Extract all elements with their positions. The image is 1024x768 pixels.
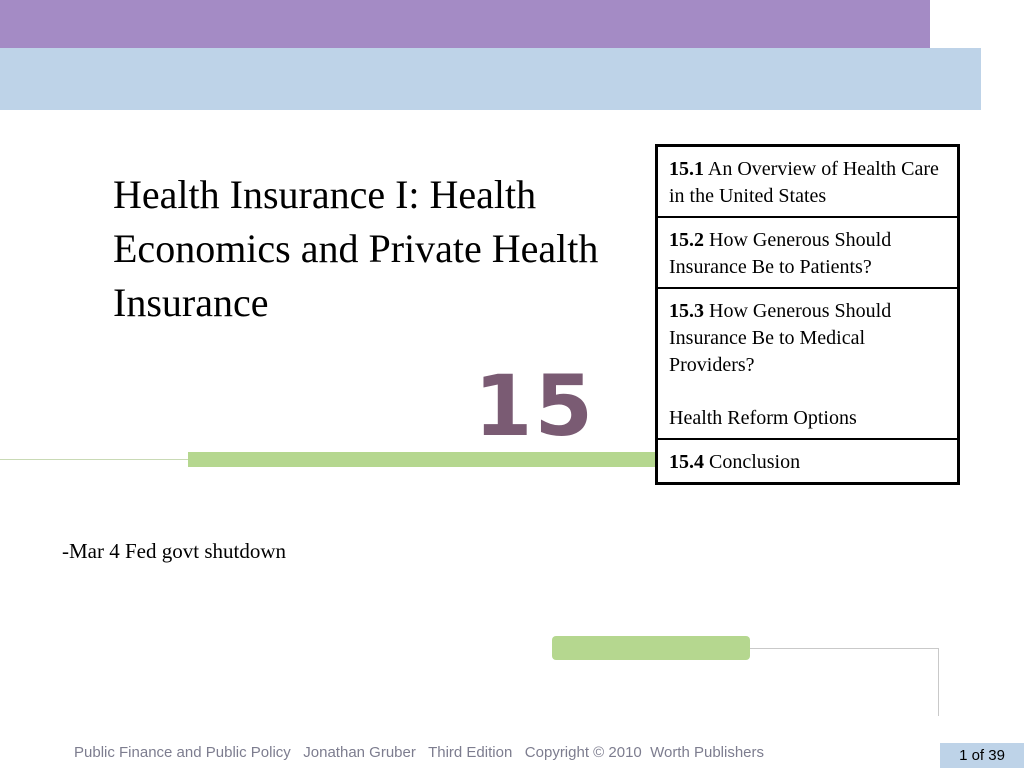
divider-line-vertical [938, 648, 939, 716]
slide-title: Health Insurance I: Health Economics and Private Health Insurance [113, 172, 599, 325]
toc-item-number: 15.2 [669, 229, 704, 251]
toc-item-15-3 [658, 287, 957, 438]
chapter-contents-box [655, 144, 960, 485]
toc-item-15-4 [658, 438, 957, 482]
footer-credits: Public Finance and Public Policy Jonathan Gruber Third Edition Copyright © 2010 Worth Publishers [74, 744, 765, 761]
divider-line-left [0, 459, 190, 460]
toc-item-subtext: Health Reform Options [669, 407, 857, 429]
page-indicator: 1 of 39 [940, 743, 1024, 768]
header-purple-band [0, 0, 930, 48]
toc-item-15-1 [658, 147, 957, 216]
toc-item-number: 15.4 [669, 451, 704, 473]
divider-line-right [750, 648, 939, 649]
toc-item-text: How Generous Should Insurance Be to Patients? [669, 229, 892, 278]
toc-item-number: 15.3 [669, 300, 704, 322]
header-blue-band [0, 48, 981, 110]
toc-item-15-2 [658, 216, 957, 287]
toc-item-text: Conclusion [709, 451, 801, 473]
chapter-number: 15 [474, 357, 595, 455]
toc-item-text: How Generous Should Insurance Be to Medical Providers? [669, 300, 892, 376]
toc-item-number: 15.1 [669, 158, 704, 180]
toc-item-text: An Overview of Health Care in the United States [669, 158, 939, 207]
slide-note: -Mar 4 Fed govt shutdown [62, 539, 286, 563]
green-accent-pill [552, 636, 750, 660]
